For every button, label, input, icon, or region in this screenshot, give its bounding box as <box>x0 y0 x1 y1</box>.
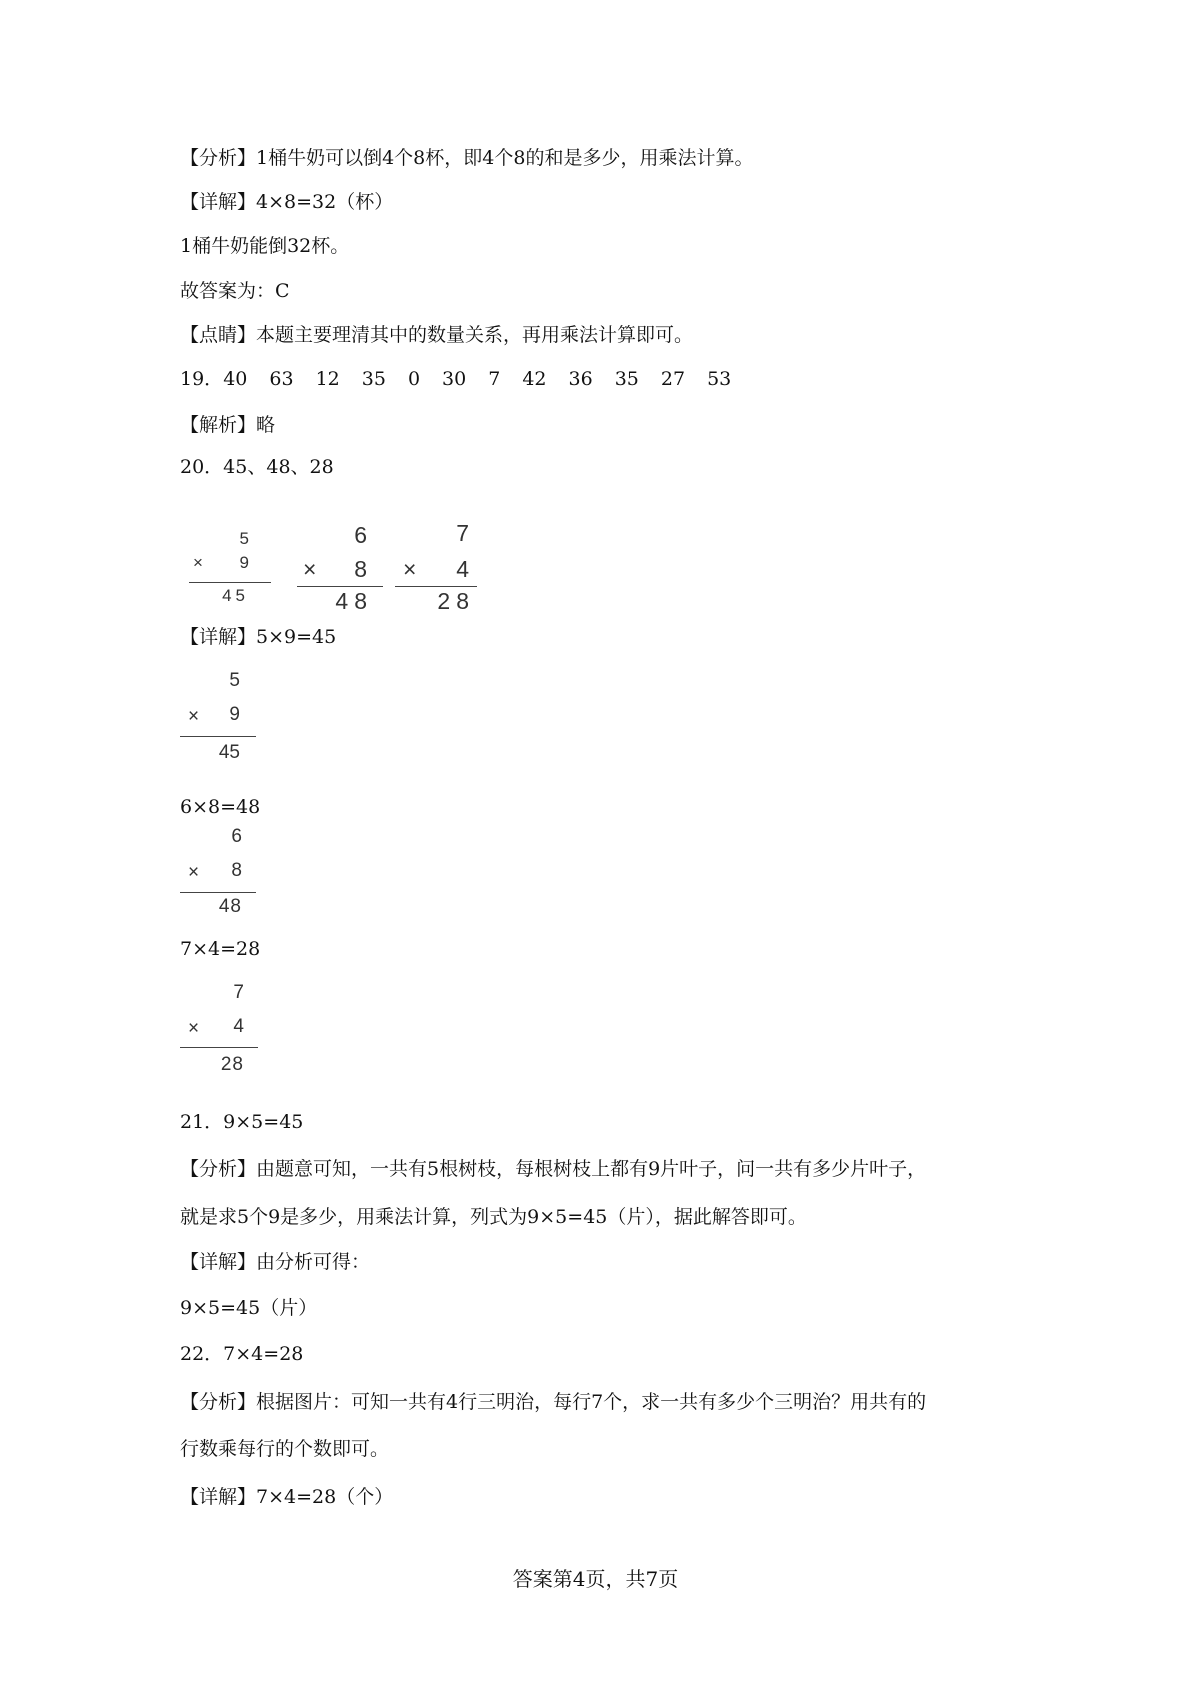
analysis-line-cont: 行数乘每行的个数即可。 <box>180 1438 390 1460</box>
equation-line: 6×8=48 <box>180 796 261 818</box>
detail-line: 【详解】4×8=32（杯） <box>180 191 394 213</box>
vertical-calc <box>180 670 270 770</box>
q19-num: 42 <box>522 368 547 390</box>
calc-bar <box>189 582 271 583</box>
calc-bottom: 9 <box>229 704 240 725</box>
text-line: 1桶牛奶能倒32杯。 <box>180 235 350 257</box>
calc-op: × <box>188 706 200 727</box>
calc-bar <box>180 892 256 893</box>
equation-line: 7×4=28 <box>180 938 261 960</box>
calc-result: 45 <box>222 586 249 605</box>
calc-bar <box>180 1047 258 1048</box>
q19-num: 35 <box>614 368 639 390</box>
analysis-line: 【分析】由题意可知，一共有5根树枝，每根树枝上都有9片叶子，问一共有多少片叶子， <box>180 1158 927 1180</box>
calc-top: 5 <box>229 670 240 691</box>
calc-bottom: 9 <box>239 553 249 572</box>
vertical-calc <box>180 826 270 926</box>
q19-num: 40 <box>223 368 248 390</box>
calc-bar <box>180 736 256 737</box>
q19-label: 19． <box>180 368 224 390</box>
detail-line: 【详解】由分析可得： <box>180 1251 371 1273</box>
calc-result: 48 <box>335 588 373 614</box>
page-footer: 答案第4页，共7页 <box>512 1567 679 1591</box>
q19-num: 30 <box>442 368 467 390</box>
q21-answer: 21．9×5=45 <box>180 1111 304 1133</box>
calc-top: 5 <box>239 529 249 548</box>
calc-bottom: 4 <box>456 556 469 582</box>
q19-num: 53 <box>707 368 732 390</box>
detail-line: 【详解】7×4=28（个） <box>180 1486 394 1508</box>
calc-op: × <box>193 553 203 572</box>
calc-top: 6 <box>231 826 242 847</box>
calc-op: × <box>303 556 317 582</box>
answer-line: 故答案为：C <box>180 280 290 302</box>
q19-num: 36 <box>568 368 593 390</box>
analysis-line-cont: 就是求5个9是多少，用乘法计算，列式为9×5=45（片），据此解答即可。 <box>180 1206 807 1228</box>
equation-line: 9×5=45（片） <box>180 1297 318 1319</box>
q19-num: 27 <box>660 368 686 390</box>
calc-top: 7 <box>233 982 244 1003</box>
calc-result: 28 <box>437 588 475 614</box>
calc-bottom: 8 <box>354 556 367 582</box>
calc-result: 45 <box>218 742 240 763</box>
calc-bottom: 8 <box>231 860 242 881</box>
tip-line: 【点睛】本题主要理清其中的数量关系，再用乘法计算即可。 <box>180 324 694 346</box>
vertical-calc <box>395 518 490 618</box>
calc-bottom: 4 <box>233 1016 244 1037</box>
q20-answer: 20．45、48、28 <box>180 456 334 478</box>
analysis-line: 【分析】根据图片：可知一共有4行三明治，每行7个，求一共有多少个三明治？用共有的 <box>180 1391 927 1413</box>
q19-num: 0 <box>407 368 421 390</box>
q22-answer: 22．7×4=28 <box>180 1343 304 1365</box>
q19-num: 12 <box>315 368 340 390</box>
calc-result: 28 <box>220 1054 244 1075</box>
vertical-calc <box>185 525 275 615</box>
calc-op: × <box>188 862 200 883</box>
q19-num: 7 <box>488 368 501 390</box>
calc-bar <box>297 586 383 587</box>
q19-num: 63 <box>269 368 294 390</box>
calc-op: × <box>188 1018 200 1039</box>
calc-bar <box>395 586 477 587</box>
vertical-calc <box>180 982 270 1082</box>
q19-answers <box>180 367 731 391</box>
detail-line: 【详解】5×9=45 <box>180 626 337 648</box>
calc-result: 48 <box>218 896 242 917</box>
vertical-calc <box>295 520 390 620</box>
analysis-line: 【分析】1桶牛奶可以倒4个8杯，即4个8的和是多少，用乘法计算。 <box>180 147 754 169</box>
calc-top: 7 <box>456 520 469 546</box>
explain-line: 【解析】略 <box>180 414 276 436</box>
q19-num: 35 <box>361 368 386 390</box>
calc-top: 6 <box>354 522 367 548</box>
calc-op: × <box>403 556 417 582</box>
